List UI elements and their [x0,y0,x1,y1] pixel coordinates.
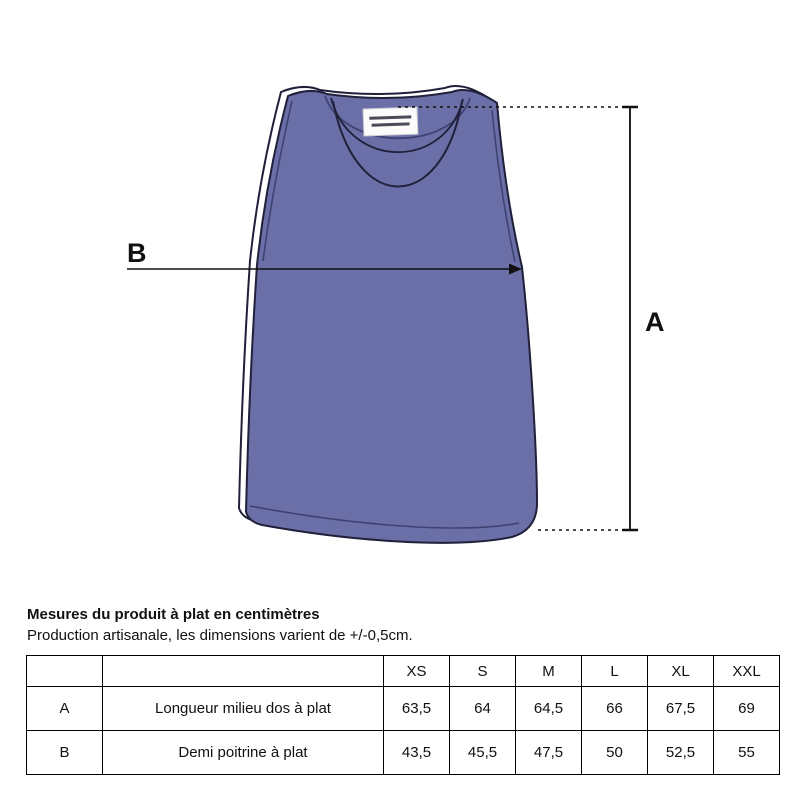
value-cell: 69 [714,687,780,731]
value-cell: 66 [582,687,648,731]
value-cell: 64 [450,687,516,731]
size-col-header-xl: XL [648,656,714,687]
size-col-header-l: L [582,656,648,687]
row-label: Demi poitrine à plat [103,731,384,775]
row-label: Longueur milieu dos à plat [103,687,384,731]
size-col-header-xxl: XXL [714,656,780,687]
table-row-b [27,731,780,775]
row-letter: B [27,731,103,775]
empty-header-cell [103,656,384,687]
measure-line-a [622,107,638,530]
value-cell: 67,5 [648,687,714,731]
empty-header-cell [27,656,103,687]
size-col-header-s: S [450,656,516,687]
measurement-notes [27,604,413,646]
brand-label [363,107,418,136]
notes-subtitle: Production artisanale, les dimensions varient de +/-0,5cm. [27,627,413,644]
size-header-row [27,656,780,687]
value-cell: 64,5 [516,687,582,731]
table-row-a [27,687,780,731]
row-letter: A [27,687,103,731]
notes-title: Mesures du produit à plat en centimètres [27,606,320,623]
value-cell: 45,5 [450,731,516,775]
size-col-header-xs: XS [384,656,450,687]
value-cell: 52,5 [648,731,714,775]
measure-label-a: A [645,307,665,337]
garment-body [246,90,537,543]
size-col-header-m: M [516,656,582,687]
value-cell: 50 [582,731,648,775]
value-cell: 63,5 [384,687,450,731]
size-table [26,655,780,775]
value-cell: 47,5 [516,731,582,775]
value-cell: 43,5 [384,731,450,775]
measure-label-b: B [127,238,147,268]
value-cell: 55 [714,731,780,775]
